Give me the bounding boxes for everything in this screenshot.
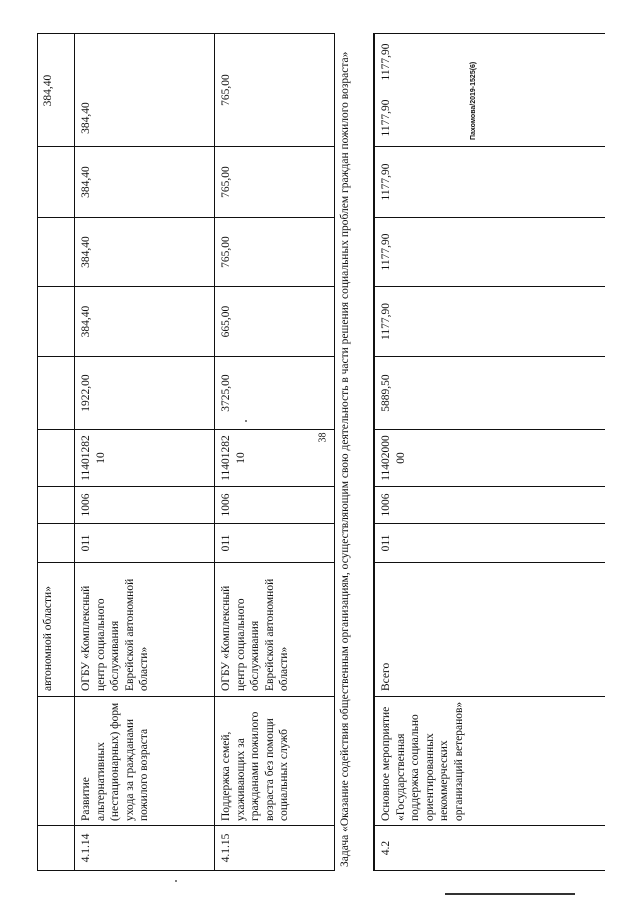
row-1-csr: 11401282 10 <box>80 435 107 481</box>
row-1-y3: 384,40 <box>80 166 92 198</box>
row-1-grbs: 011 <box>80 534 92 552</box>
budget-table <box>37 33 375 871</box>
main-event-y1: 1177,90 <box>380 303 392 340</box>
main-event-title: Основное мероприятие «Государственная поддержка социально ориентированных некоммерческих организаций ветеранов» <box>380 701 465 821</box>
page-number: 38 <box>317 432 329 443</box>
row-2-y1: 665,00 <box>220 305 232 338</box>
row-1-y4: 384,40 <box>80 102 92 134</box>
scan-speck <box>175 880 177 882</box>
task-description: Задача «Оказание содействия общественным организациям, осуществляющим свою деятельность в части решения социальных проблем граждан пожилого возраста» <box>339 51 351 867</box>
scan-edge-line <box>445 893 575 895</box>
row-2-executor: ОГБУ «Комплексный центр социального обслуживания Еврейской автономной области» <box>220 578 290 691</box>
row-2-y2: 765,00 <box>220 236 232 268</box>
row-1-total: 1922,00 <box>80 374 92 412</box>
row-2-csr: 11401282 10 <box>220 435 247 481</box>
main-event-rz: 1006 <box>380 493 392 517</box>
row-0-executor: автономной области» <box>42 586 54 691</box>
row-1-rz: 1006 <box>80 493 92 517</box>
row-2-title: Поддержка семей, ухаживающих за гражданами пожилого возраста без помощи социальных служб <box>220 711 290 821</box>
row-1-title: Развитие альтернативных (нестационарных) форм ухода за гражданами пожилого возраста <box>80 702 150 821</box>
scan-speck <box>245 420 247 422</box>
row-1-executor: ОГБУ «Комплексный центр социального обслуживания Еврейской автономной области» <box>80 578 150 691</box>
row-1-num: 4.1.14 <box>80 833 92 863</box>
lower-section <box>337 33 637 871</box>
footer-code: Пахомова/2019-1525(6) <box>470 61 477 140</box>
row-1-y1: 384,40 <box>80 305 92 338</box>
main-event-executor: Всего <box>380 662 392 691</box>
main-event-y3: 1177,90 <box>380 163 392 201</box>
main-event-y5: 1177,90 <box>380 43 392 81</box>
row-2-rz: 1006 <box>220 493 232 517</box>
main-event-grbs: 011 <box>380 534 392 552</box>
row-1-y2: 384,40 <box>80 236 92 268</box>
row-2-num: 4.1.15 <box>220 833 232 863</box>
row-2-grbs: 011 <box>220 534 232 552</box>
main-event-y2: 1177,90 <box>380 233 392 271</box>
row-0-y5: 384,40 <box>42 74 54 107</box>
main-event-y4: 1177,90 <box>380 99 392 137</box>
main-event-csr: 11402000 00 <box>380 435 407 481</box>
row-2-total: 3725,00 <box>220 374 232 412</box>
main-event-num: 4.2 <box>380 840 392 856</box>
row-2-y4: 765,00 <box>220 74 232 106</box>
row-2-y3: 765,00 <box>220 166 232 198</box>
main-event-total: 5889,50 <box>380 374 392 412</box>
